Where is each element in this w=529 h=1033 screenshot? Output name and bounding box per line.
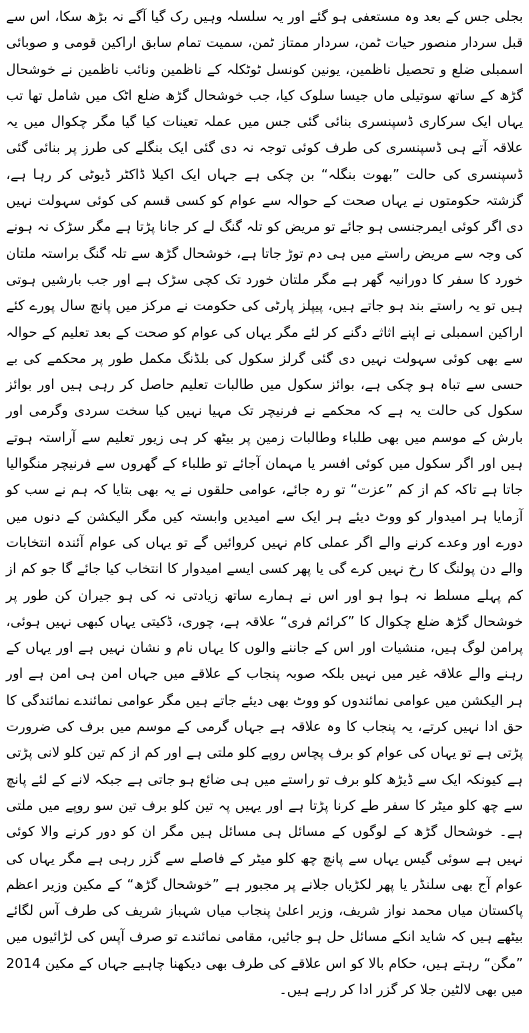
- article-text: بجلی جس کے بعد وہ مستعفی ہو گئے اور یہ سلسلہ وہیں رک گیا آگے نہ بڑھ سکا، اس سے قبل سردار منصور حیات ٹمن، سردار ممتاز ٹمن، سمیت تمام سابق اراکین قومی و صوبائی اسمبلی ضلع و تحصیل ناظمین، یونین کونسل ٹوٹکلہ کے ناظمین ونائب ناظمین نے خوشحال گڑھ کے ساتھ سوتیلی ماں جیسا سلوک کیا، جب خوشحال گڑھ ضلع اٹک میں شامل تھا تب یہاں ایک سرکاری ڈسپنسری بنائی گئی جس میں عملہ تعینات کیا گیا مگر چکوال میں یہ علاقہ آتے ہی ڈسپنسری کی طرف کوئی توجہ نہ دی گئی ایک بنگلے کی طرز پر بنائی گئی ڈسپنسری کی حالت ”بھوت بنگلہ“ بن چکی ہے جہاں ایک اکیلا ڈاکٹر ڈیوٹی کر رہا ہے، گزشتہ حکومتوں نے یہاں صحت کے حوالہ سے عوام کو کسی قسم کی کوئی سہولت نہیں دی اگر کوئی ایمرجنسی ہو جائے تو مریض کو تلہ گنگ لے کر جانا پڑتا ہے مگر سڑک نہ ہونے کی وجہ سے مریض راستے میں ہی دم توڑ جاتا ہے، خوشحال گڑھ سے تلہ گنگ براستہ ملتان خورد کا سفر کا دورانیہ گھر ہے مگر ملتان خورد تک کچی سڑک ہے اور جب بارشیں ہوتی ہیں تو یہ راستے بند ہو جاتے ہیں، پیپلز پارٹی کی حکومت نے مرکز میں پانچ سال پورے کئے اراکین اسمبلی نے اپنے اثاثے دگنے کر لئے مگر یہاں کی عوام کو صحت کے بعد تعلیم کے حوالہ سے بھی کوئی سہولت نہیں دی گئی گرلز سکول کی بلڈنگ مکمل طور پر محکمے کی بے حسی سے تباہ ہو چکی ہے، بوائز سکول میں طالبات تعلیم حاصل کر رہی ہیں اور بوائز سکول کی حالت یہ ہے کہ محکمے نے فرنیچر تک مہیا نہیں کیا سخت سردی وگرمی اور بارش کے موسم میں بھی طلباء وطالبات زمین پر بیٹھ کر ہی زیور تعلیم سے آراستہ ہوتے ہیں اور اگر سکول میں کوئی افسر یا مہمان آجائے تو طلباء کے گھروں سے فرنیچر منگوالیا جاتا ہے تاکہ کم از کم ”عزت“ تو رہ جائے، عوامی حلقوں نے یہ بھی بتایا کہ ہم نے سب کو آزمایا ہر امیدوار کو ووٹ دیئے ہر ایک سے امیدیں وابستہ کیں مگر الیکشن کے دنوں میں دورے اور وعدے کرنے والے اگر عملی کام نہیں کروائیں گے تو یہاں کی عوام آئندہ انتخابات والے دن پولنگ کا رخ نہیں کرے گی یا پھر کسی ایسے امیدوار کا انتخاب کیا جائے گا جو کم از کم پہلے مسلط نہ ہوا ہو اور اس نے ہمارے ساتھ زیادتی نہ کی ہو جیران کن طور پر خوشحال گڑھ ضلع چکوال کا ”کرائم فری“ علاقہ ہے، چوری، ڈکیتی یہاں کبھی نہیں ہوئی، پرامن لوگ ہیں، منشیات اور اس کے جاننے والوں کا یہاں نام و نشان نہیں ہے اور یہاں کے رہنے والے علاقہ غیر میں نہیں بلکہ صوبہ پنجاب کے علاقے میں جہاں امن ہی امن ہے اور ہر الیکشن میں عوامی نمائندوں کو ووٹ بھی دیئے جاتے ہیں مگر عوامی نمائندے نمائندگی کا حق ادا نہیں کرتے، یہ پنجاب کا وہ علاقہ ہے جہاں گرمی کے موسم میں برف کی ضرورت پڑتی ہے تو یہاں کی عوام کو برف پچاس روپے کلو ملتی ہے اور کم از کم تین کلو لانی پڑتی ہے کیونکہ ایک سے ڈیڑھ کلو برف تو راستے میں ہی ضائع ہو جاتی ہے جبکہ لانے کے لئے پانچ سے چھ کلو میٹر کا سفر طے کرنا پڑتا ہے اور یہیں پہ تین کلو برف تین سو روپے میں ملتی ہے۔ خوشحال گڑھ کے لوگوں کے مسائل ہی مسائل ہیں مگر ان کو دور کرنے والا کوئی نہیں ہے سوئی گیس یہاں سے پانچ چھ کلو میٹر کے فاصلے سے گزر رہی ہے مگر یہاں کی عوام آج بھی سلنڈر یا پھر لکڑیاں جلانے پر مجبور ہے ”خوشحال گڑھ“ کے مکین وزیر اعظم پاکستان میاں محمد نواز شریف، وزیر اعلیٰ پنجاب میاں شہباز شریف کی طرف آس لگائے بیٹھے ہیں کہ شاید انکے مسائل حل ہو جائیں، مقامی نمائندے تو صرف آپس کی لڑائیوں میں ”مگن“ رہتے ہیں، حکام بالا کو اس علاقے کی طرف بھی دیکھنا چاہیے جہاں کے مکین 2014 میں بھی لالٹین جلا کر گزر ادا کر رہے ہیں۔: [6, 9, 523, 998]
